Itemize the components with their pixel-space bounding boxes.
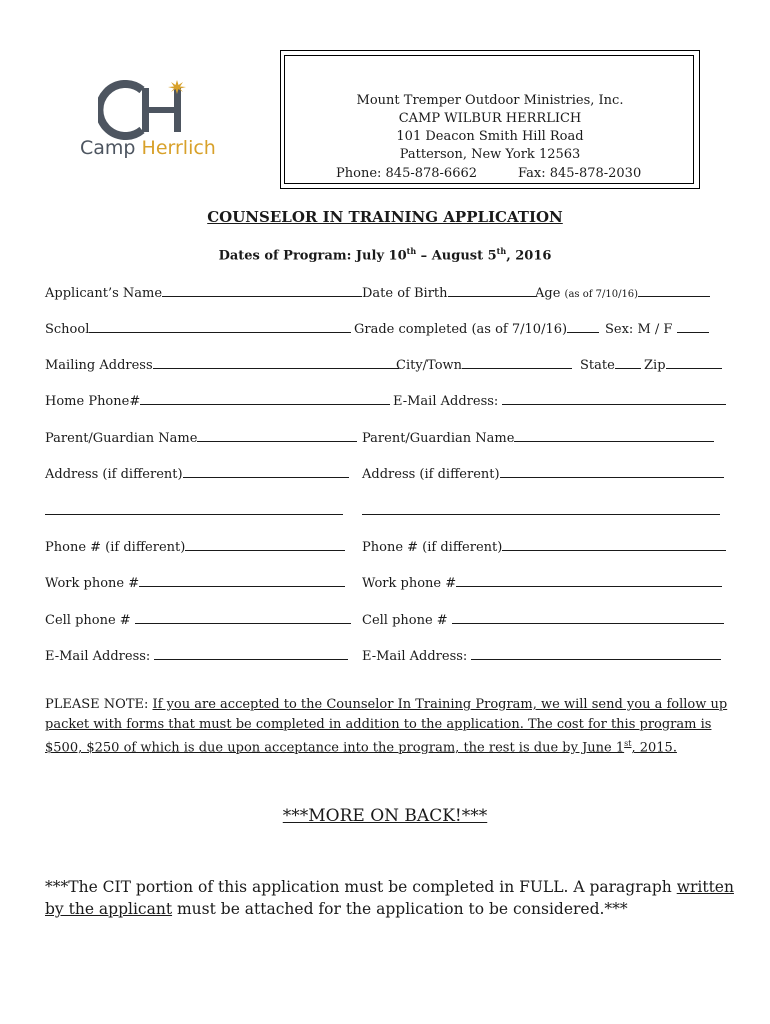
header-phone: Phone: 845-878-6662 <box>336 166 478 181</box>
address-1-label: Address (if different) <box>45 467 183 482</box>
header-camp: CAMP WILBUR HERRLICH <box>398 111 582 126</box>
applicant-name-field[interactable] <box>45 284 362 301</box>
cell-phone-2-label: Cell phone # <box>362 613 448 628</box>
cell-phone-1-field[interactable] <box>45 611 351 628</box>
grade-label: Grade completed (as of 7/10/16) <box>354 322 568 337</box>
camp-herrlich-logo-text <box>80 137 216 159</box>
address-2-label: Address (if different) <box>362 467 500 482</box>
email-2-field[interactable] <box>362 647 721 664</box>
parent-guardian-1-field[interactable] <box>45 429 357 446</box>
email-address-field[interactable] <box>393 392 726 409</box>
header-fax: Fax: 845-878-2030 <box>518 166 642 181</box>
camp-herrlich-logo-monogram <box>98 80 190 140</box>
age-label: Age <box>535 286 561 301</box>
sex-field[interactable] <box>605 320 709 337</box>
note-lead: PLEASE NOTE: <box>45 697 153 712</box>
age-field[interactable] <box>535 284 710 301</box>
sex-label: Sex: M / F <box>605 322 673 337</box>
city-town-field[interactable] <box>396 356 572 373</box>
cit-requirement-paragraph <box>45 876 735 920</box>
home-phone-label: Home Phone# <box>45 394 141 409</box>
email-address-label: E-Mail Address: <box>393 394 499 409</box>
dates-mid: – August 5 <box>416 248 497 264</box>
note-body-2: , 2015. <box>631 740 677 756</box>
note-sup: st <box>624 739 632 748</box>
state-field[interactable] <box>580 356 641 373</box>
header-street: 101 Deacon Smith Hill Road <box>396 129 584 144</box>
dates-suffix: , 2016 <box>506 248 552 264</box>
parent-guardian-2-field[interactable] <box>362 429 714 446</box>
note-body-1: If you are accepted to the Counselor In Training Program, we will send you a follow up packet with forms that must be completed in addition to the application. The cost for this program is $500, $250 of which is due upon acceptance into the program, the rest is due by June 1 <box>45 697 728 756</box>
more-on-back-text: ***MORE ON BACK!*** <box>282 806 488 826</box>
final-part-3: must be attached for the application to be considered.*** <box>172 900 628 918</box>
state-label: State <box>580 358 615 373</box>
school-field[interactable] <box>45 320 351 337</box>
page-title: COUNSELOR IN TRAINING APPLICATION <box>207 208 563 226</box>
cell-phone-1-label: Cell phone # <box>45 613 131 628</box>
more-on-back <box>0 806 770 826</box>
final-part-2: written by the applicant <box>45 878 734 918</box>
zip-label: Zip <box>644 358 666 373</box>
email-2-label: E-Mail Address: <box>362 649 468 664</box>
city-town-label: City/Town <box>396 358 463 373</box>
address-2-field[interactable] <box>362 465 724 482</box>
final-part-1: ***The CIT portion of this application must be completed in FULL. A paragraph <box>45 878 677 896</box>
zip-field[interactable] <box>644 356 722 373</box>
address-2-line-2[interactable] <box>362 514 720 515</box>
address-1-field[interactable] <box>45 465 349 482</box>
cell-phone-2-field[interactable] <box>362 611 724 628</box>
work-phone-2-field[interactable] <box>362 574 722 591</box>
please-note-paragraph <box>45 695 735 758</box>
mailing-address-label: Mailing Address <box>45 358 153 373</box>
header-org: Mount Tremper Outdoor Ministries, Inc. <box>356 93 624 108</box>
parent-guardian-1-label: Parent/Guardian Name <box>45 431 198 446</box>
work-phone-2-label: Work phone # <box>362 576 457 591</box>
work-phone-1-field[interactable] <box>45 574 345 591</box>
applicant-name-label: Applicant’s Name <box>45 286 163 301</box>
email-1-label: E-Mail Address: <box>45 649 151 664</box>
dates-prefix: Dates of Program: July 10 <box>218 248 407 264</box>
mailing-address-field[interactable] <box>45 356 399 373</box>
phone-if-different-2-field[interactable] <box>362 538 726 555</box>
date-of-birth-field[interactable] <box>362 284 536 301</box>
date-of-birth-label: Date of Birth <box>362 286 448 301</box>
work-phone-1-label: Work phone # <box>45 576 140 591</box>
program-dates <box>0 246 770 263</box>
school-label: School <box>45 322 90 337</box>
header-city: Patterson, New York 12563 <box>399 147 581 162</box>
phone-if-different-1-field[interactable] <box>45 538 345 555</box>
email-1-field[interactable] <box>45 647 348 664</box>
parent-guardian-2-label: Parent/Guardian Name <box>362 431 515 446</box>
logo-name-camp: Camp <box>80 137 142 159</box>
dates-sup2: th <box>496 246 507 256</box>
phone-if-different-1-label: Phone # (if different) <box>45 540 186 555</box>
logo-name-herrlich: Herrlich <box>141 137 216 159</box>
grade-field[interactable] <box>354 320 599 337</box>
phone-if-different-2-label: Phone # (if different) <box>362 540 503 555</box>
age-note: (as of 7/10/16) <box>564 289 639 300</box>
address-1-line-2[interactable] <box>45 514 343 515</box>
dates-sup1: th <box>406 246 417 256</box>
home-phone-field[interactable] <box>45 392 390 409</box>
